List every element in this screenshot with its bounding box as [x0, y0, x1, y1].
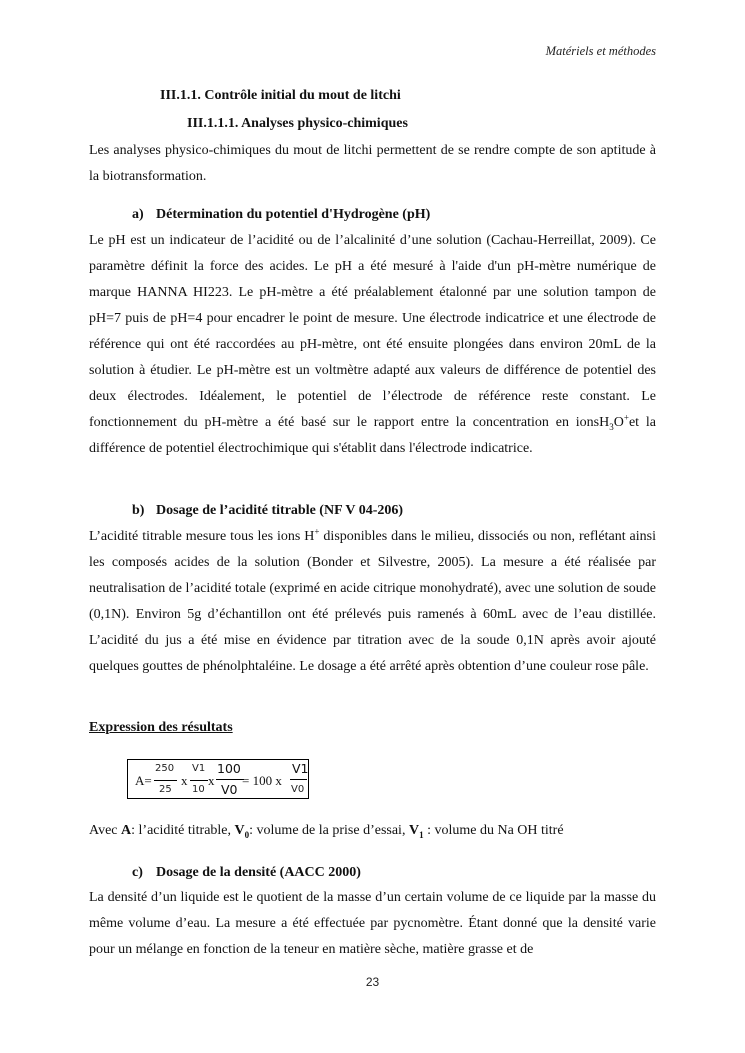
- times-sign-2: x: [208, 773, 215, 788]
- h-plus-superscript: +: [314, 526, 320, 537]
- ion-superscript: +: [623, 412, 629, 423]
- subsection-c-heading: [132, 865, 361, 881]
- results-heading: Expression des résultats: [89, 720, 233, 735]
- formula-legend: [89, 823, 564, 839]
- page-number: 23: [365, 975, 380, 989]
- fraction-3-denominator: V0: [221, 782, 238, 797]
- formula-box: [127, 759, 309, 799]
- legend-symbol-v1: [409, 823, 424, 838]
- times-sign-1: x: [181, 773, 188, 788]
- section-heading-iii-1-1: III.1.1. Contrôle initial du mout de litchi: [160, 88, 401, 103]
- legend-text-4: : volume du Na OH titré: [423, 823, 564, 838]
- legend-symbol-a: A: [121, 823, 132, 838]
- ion-h: H: [599, 415, 610, 430]
- fraction-4-denominator: V0: [291, 784, 305, 795]
- fraction-2-numerator: V1: [192, 763, 206, 774]
- legend-v0-letter: V: [234, 823, 245, 838]
- ph-text-1: Le pH est un indicateur de l’acidité ou de l’alcalinité d’une solution (Cachau-Herreillat, 2009). Ce paramètre définit la force des acides. Le pH a été mesuré à l'aide d'un pH-mètre numérique de marque HANNA HI223. Le pH-mètre a été préalablement étalonné par une solution tampon de pH=7 puis de pH=4 pour encadrer le point de mesure. Une électrode indicatrice et une électrode de référence qui ont été raccordées au pH-mètre, ont été ensuite plongées dans environ 20mL de la solution à étudier. Le pH-mètre est un voltmètre adapté aux valeurs de différence de potentiel des deux électrodes. Idéalement, le potentiel de l’électrode de référence reste constant. Le fonctionnement du pH-mètre a été basé sur le rapport entre la concentration en ions: [89, 233, 656, 430]
- subsection-c-title: Dosage de la densité (AACC 2000): [156, 865, 361, 880]
- subsection-c-label: c): [132, 865, 143, 880]
- subsection-a-label: a): [132, 207, 144, 222]
- subsection-b-heading: [132, 503, 403, 519]
- fraction-4-numerator: V1: [292, 761, 309, 776]
- legend-text-3: : volume de la prise d’essai,: [249, 823, 409, 838]
- section-heading-iii-1-1-1: III.1.1.1. Analyses physico-chimiques: [187, 116, 408, 131]
- acidity-text-2: disponibles dans le milieu, dissociés ou non, reflétant ainsi les composés acides de la solution (Bonder et Silvestre, 2005). La mesure a été réalisée par neutralisation de l’acidité totale (exprimé en acide citrique monohydraté), avec une solution de soude (0,1N). Environ 5g d’échantillon ont été prélevés puis ramenés à 60mL avec de l’eau distillée. L’acidité du jus a été mise en évidence par titration avec de la soude 0,1N après avoir ajouté quelques gouttes de phénolphtaléine. Le dosage a été arrêté après obtention d’une couleur rose pâle.: [89, 529, 657, 674]
- subsection-a-title: Détermination du potentiel d'Hydrogène (pH): [156, 207, 431, 222]
- subsection-a-heading: [132, 207, 430, 223]
- ph-text-2: et la différence de potentiel électrochimique qui s'établit dans l'électrode indicatrice.: [89, 415, 656, 456]
- subsection-b-title: Dosage de l’acidité titrable (NF V 04-206): [156, 503, 404, 518]
- subsection-b-label: b): [132, 503, 145, 518]
- fraction-4-bar: [290, 779, 307, 780]
- ion-o: O: [613, 415, 624, 430]
- ph-paragraph: [89, 228, 656, 462]
- legend-v0-subscript: 0: [244, 829, 250, 840]
- fraction-3-bar: [216, 779, 244, 780]
- legend-symbol-v0: [235, 823, 250, 838]
- fraction-3-numerator: 100: [217, 761, 241, 776]
- running-head: Matériels et méthodes: [545, 44, 656, 58]
- acidity-paragraph: [89, 524, 656, 680]
- fraction-2-bar: [190, 780, 208, 781]
- density-paragraph: La densité d’un liquide est le quotient de la masse d’un certain volume de ce liquide par la masse du même volume d’eau. La mesure a été effectuée par pycnomètre. Étant donné que la densité varie pour un mélange en fonction de la teneur en matière sèche, matière grasse et de: [89, 890, 656, 957]
- fraction-1-numerator: 250: [155, 763, 175, 774]
- intro-paragraph: Les analyses physico-chimiques du mout de litchi permettent de se rendre compte de son aptitude à la biotransformation.: [89, 143, 656, 184]
- legend-text-1: Avec: [89, 823, 121, 838]
- fraction-2-denominator: 10: [192, 784, 205, 795]
- fraction-1-denominator: 25: [159, 784, 172, 795]
- legend-v1-subscript: 1: [419, 829, 424, 840]
- legend-text-2: : l’acidité titrable,: [131, 823, 235, 838]
- formula-equals: = 100 x: [242, 773, 282, 788]
- ion-subscript: 3: [609, 421, 614, 432]
- acidity-text-1: L’acidité titrable mesure tous les ions H: [89, 529, 315, 544]
- legend-v1-letter: V: [408, 823, 420, 838]
- fraction-1-bar: [154, 780, 177, 781]
- formula-lhs: A=: [135, 773, 152, 788]
